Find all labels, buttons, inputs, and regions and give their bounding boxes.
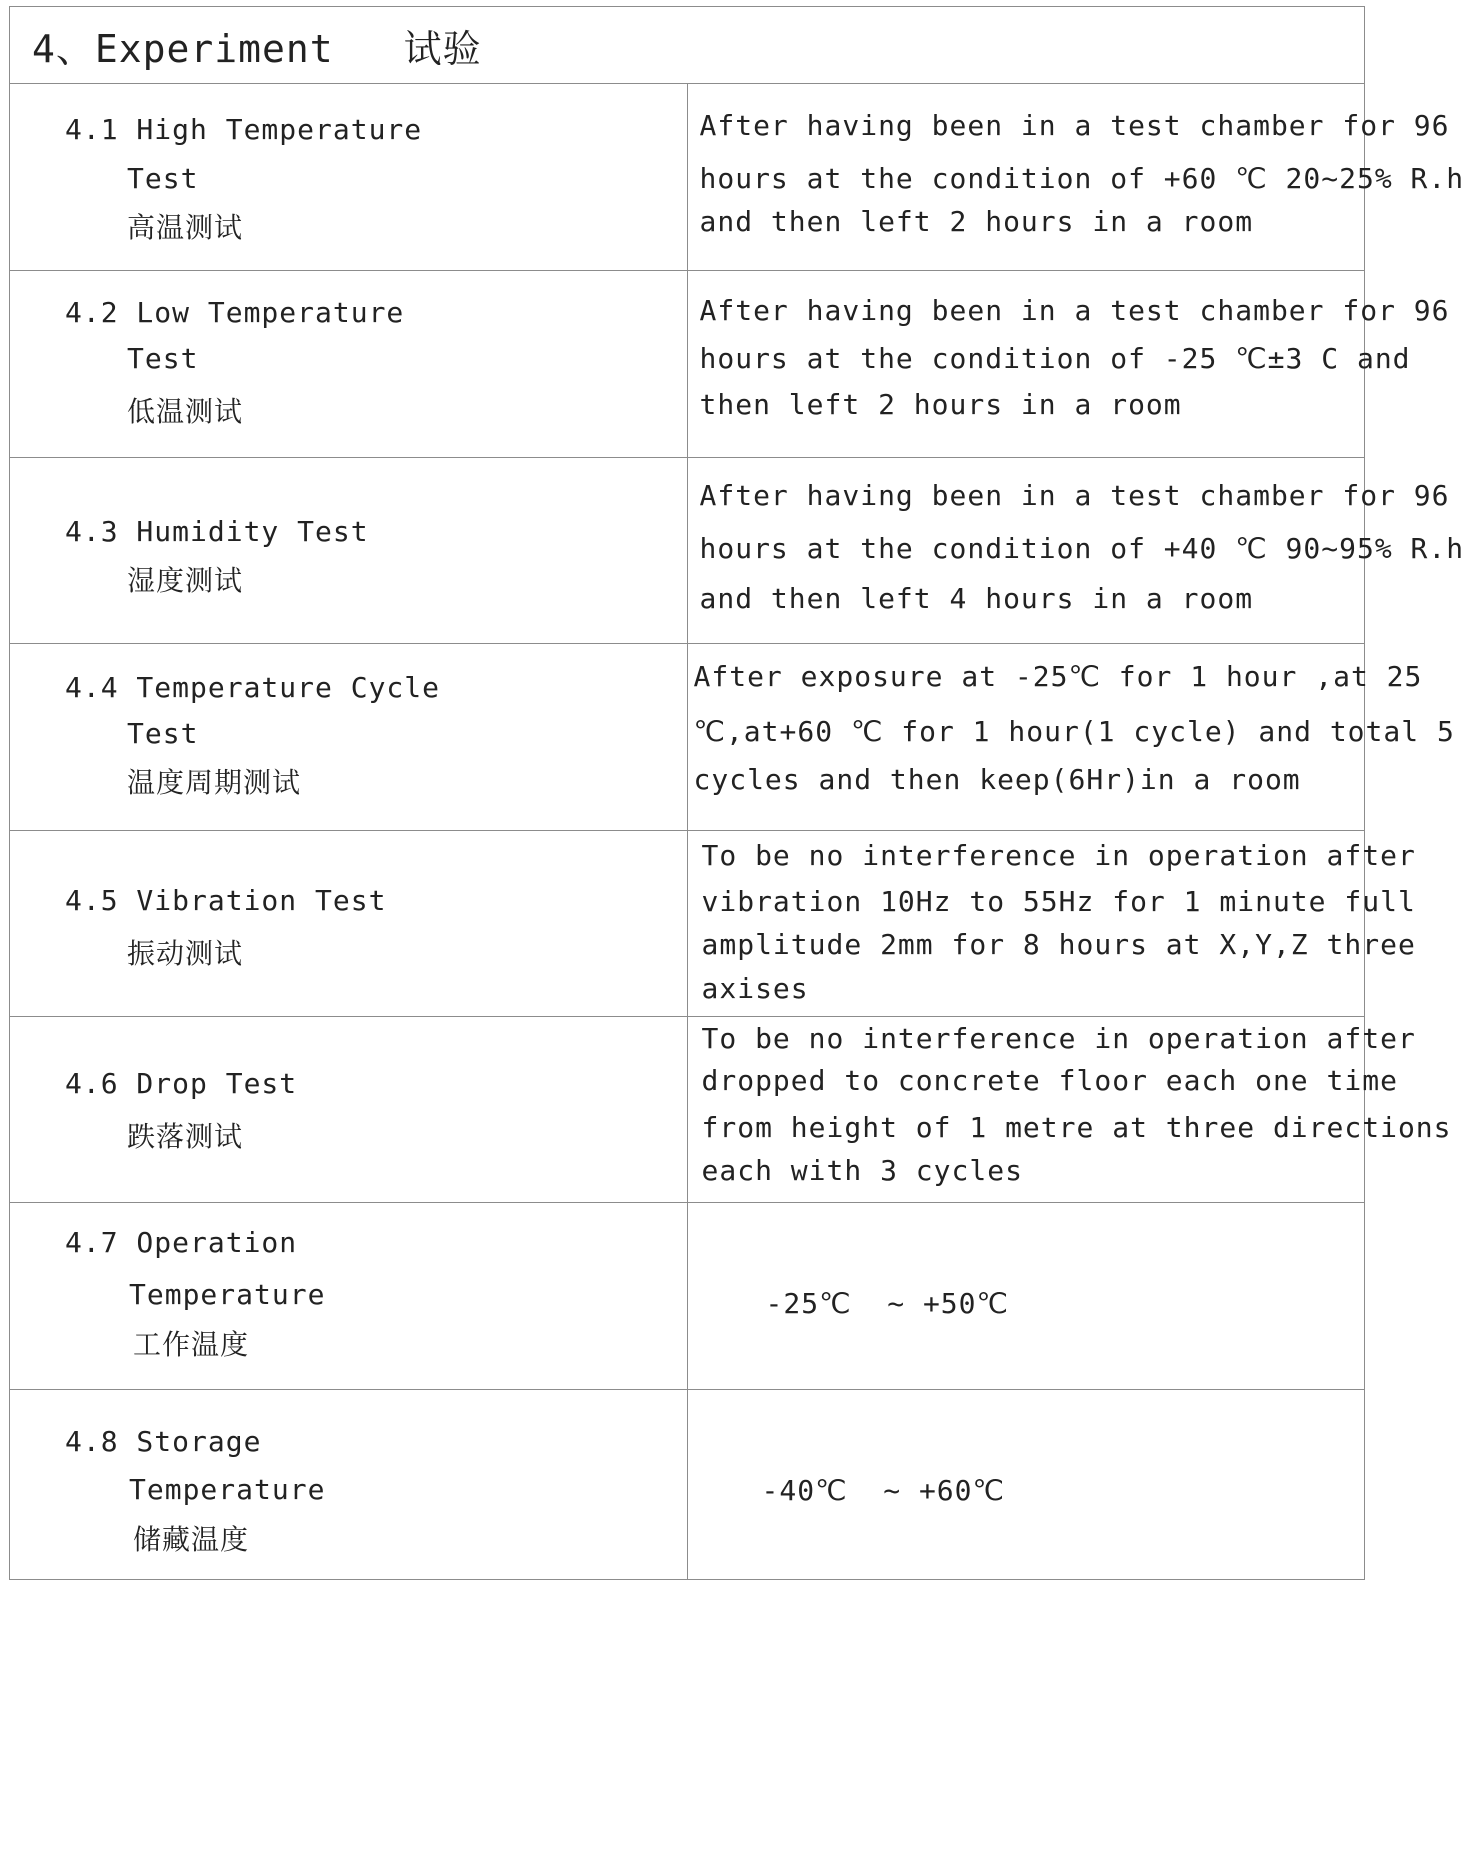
test-desc-line: each with 3 cycles: [701, 1154, 1023, 1187]
test-name: 4.3 Humidity Test: [65, 515, 369, 548]
test-name-zh: 振动测试: [127, 937, 244, 970]
test-name-cell: [10, 271, 688, 458]
test-name-zh: 低温测试: [127, 395, 244, 428]
test-desc-cell: [687, 644, 1455, 831]
table-row: [10, 831, 1365, 1017]
test-name: 4.2 Low Temperature: [65, 296, 405, 329]
test-desc-cell: [687, 1017, 1452, 1203]
test-desc-line: dropped to concrete floor each one time: [701, 1064, 1398, 1097]
test-range-cell: [687, 1203, 1365, 1390]
test-name-zh: 工作温度: [133, 1328, 250, 1361]
test-desc-line: After having been in a test chamber for 96: [699, 479, 1450, 512]
section-heading-title: 4、Experiment: [32, 26, 334, 71]
test-name-cell: [10, 1390, 688, 1580]
test-desc-line: and then left 2 hours in a room: [699, 205, 1254, 238]
test-name-cont: Temperature: [129, 1278, 326, 1311]
test-name: 4.7 Operation: [65, 1226, 298, 1259]
test-desc-line: then left 2 hours in a room: [699, 388, 1182, 421]
section-heading-zh: 试验: [403, 26, 482, 71]
table-row: [10, 1390, 1365, 1580]
test-desc-line: After having been in a test chamber for 96: [699, 294, 1450, 327]
table-row: [10, 644, 1365, 831]
experiment-table: [9, 6, 1464, 1580]
table-row: [10, 458, 1365, 644]
test-name-cell: [10, 831, 688, 1017]
test-desc-line: After having been in a test chamber for 96: [699, 109, 1450, 142]
test-range-cell: [687, 1390, 1365, 1580]
test-name-cont: Test: [127, 342, 199, 375]
test-desc-line: hours at the condition of +60 ℃ 20~25% R.h: [699, 162, 1464, 195]
test-desc-line: After exposure at -25℃ for 1 hour ,at 25: [693, 660, 1423, 693]
test-desc-line: cycles and then keep(6Hr)in a room: [693, 763, 1301, 796]
table-row: [10, 1203, 1365, 1390]
test-desc-line: from height of 1 metre at three directions: [701, 1111, 1452, 1144]
test-desc-line: and then left 4 hours in a room: [699, 582, 1254, 615]
test-desc-cell: [687, 458, 1464, 644]
test-name-cell: [10, 1203, 688, 1390]
temperature-range: -40℃ ~ +60℃: [761, 1474, 1005, 1507]
table-row: [10, 84, 1365, 271]
test-name: 4.6 Drop Test: [65, 1067, 298, 1100]
test-desc-cell: [687, 831, 1416, 1017]
test-desc-cell: [687, 84, 1464, 271]
test-name: 4.1 High Temperature: [65, 113, 423, 146]
test-name-zh: 高温测试: [127, 211, 244, 244]
test-name-cont: Temperature: [129, 1473, 326, 1506]
test-desc-line: hours at the condition of +40 ℃ 90~95% R.h: [699, 532, 1464, 565]
test-desc-line: To be no interference in operation after: [701, 1022, 1416, 1055]
test-name-cell: [10, 1017, 688, 1203]
test-name-cell: [10, 458, 688, 644]
test-name-cont: Test: [127, 162, 199, 195]
test-desc-cell: [687, 271, 1450, 458]
test-name-zh: 湿度测试: [127, 564, 244, 597]
test-desc-line: ℃,at+60 ℃ for 1 hour(1 cycle) and total 5: [693, 715, 1455, 748]
test-name-cell: [10, 644, 688, 831]
test-name: 4.4 Temperature Cycle: [65, 671, 441, 704]
test-desc-line: To be no interference in operation after: [701, 839, 1416, 872]
test-desc-line: axises: [701, 972, 809, 1005]
temperature-range: -25℃ ~ +50℃: [765, 1287, 1009, 1320]
test-name-cell: [10, 84, 688, 271]
test-name-zh: 跌落测试: [127, 1120, 244, 1153]
table-row: [10, 1017, 1365, 1203]
test-desc-line: vibration 10Hz to 55Hz for 1 minute full: [701, 885, 1416, 918]
test-desc-line: amplitude 2mm for 8 hours at X,Y,Z three: [701, 928, 1416, 961]
test-name: 4.8 Storage: [65, 1425, 262, 1458]
test-name-zh: 温度周期测试: [127, 766, 302, 799]
test-desc-line: hours at the condition of -25 ℃±3 C and: [699, 342, 1411, 375]
table-row: [10, 271, 1365, 458]
section-heading-cell: [10, 7, 1365, 84]
test-name-cont: Test: [127, 717, 199, 750]
test-name-zh: 储藏温度: [133, 1523, 250, 1556]
test-name: 4.5 Vibration Test: [65, 884, 387, 917]
section-heading: [10, 7, 1364, 83]
